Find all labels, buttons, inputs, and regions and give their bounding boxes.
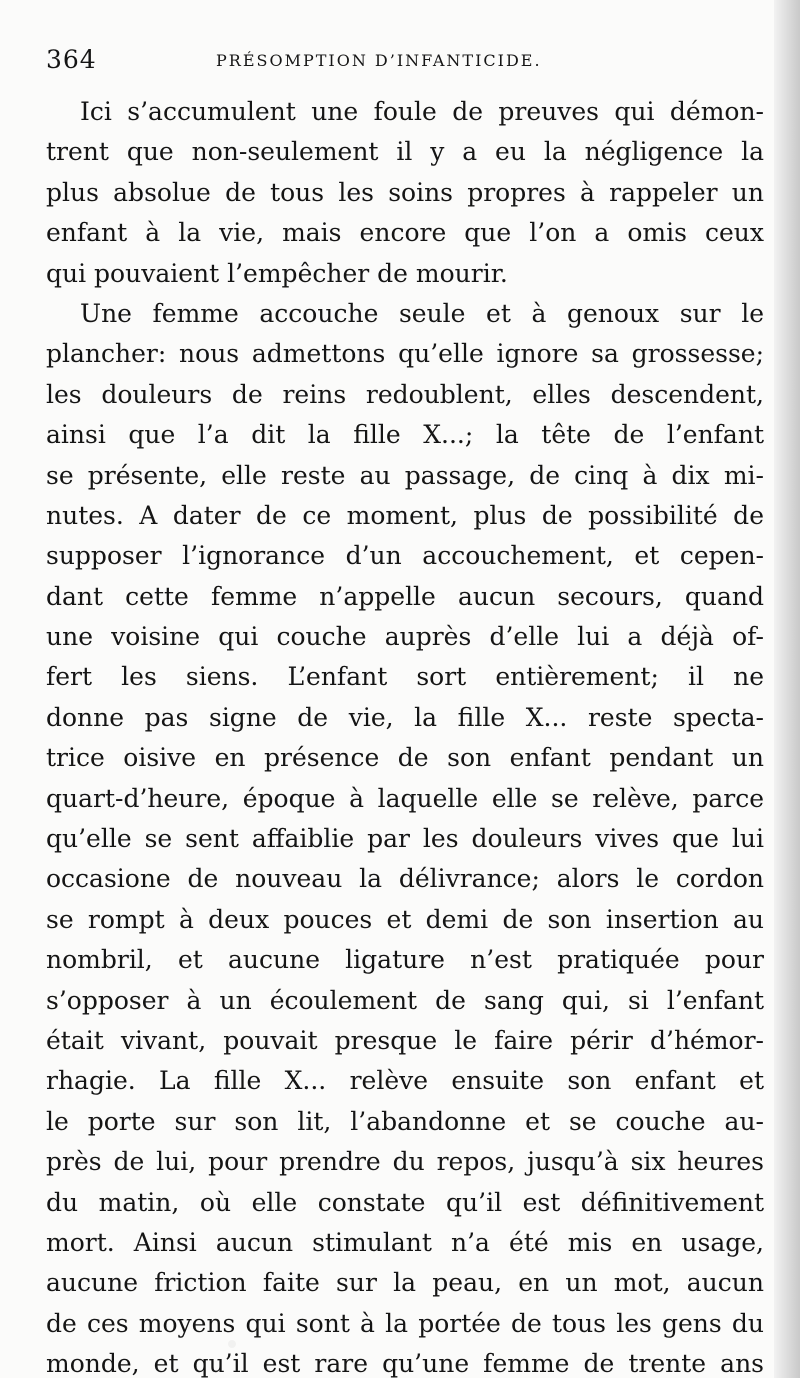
text-line: donne pas signe de vie, la fille X... reste specta- xyxy=(46,702,764,732)
text-line: quart-d’heure, époque à laquelle elle se relève, parce xyxy=(46,783,764,813)
text-line: ainsi que l’a dit la fille X...; la tête de l’enfant xyxy=(46,420,764,450)
text-line: occasione de nouveau la délivrance; alors le cordon xyxy=(46,864,764,894)
text-line: Ici s’accumulent une foule de preuves qui démon- xyxy=(80,97,764,126)
text-line: du matin, où elle constate qu’il est définitivement xyxy=(46,1187,764,1217)
text-line: de ces moyens qui sont à la portée de tous les gens du xyxy=(46,1308,764,1338)
page-header xyxy=(46,45,760,77)
ink-smudge xyxy=(228,1340,236,1348)
text-line: nutes. A dater de ce moment, plus de possibilité de xyxy=(46,500,764,530)
text-line: rhagie. La fille X... relève ensuite son enfant et xyxy=(46,1066,764,1096)
running-head: PRÉSOMPTION D’INFANTICIDE. xyxy=(216,51,542,70)
text-line: nombril, et aucune ligature n’est pratiquée pour xyxy=(46,945,764,975)
text-line: se présente, elle reste au passage, de cinq à dix mi- xyxy=(46,460,764,490)
text-line: plancher: nous admettons qu’elle ignore sa grossesse; xyxy=(46,339,764,369)
text-line: était vivant, pouvait presque le faire périr d’hémor- xyxy=(46,1025,764,1055)
text-line: le porte sur son lit, l’abandonne et se couche au- xyxy=(46,1106,764,1136)
text-line: plus absolue de tous les soins propres à rappeler un xyxy=(46,177,764,207)
text-line: près de lui, pour prendre du repos, jusqu’à six heures xyxy=(46,1147,764,1177)
text-line: Une femme accouche seule et à genoux sur le xyxy=(80,298,764,328)
text-line: une voisine qui couche auprès d’elle lui a déjà of- xyxy=(46,622,764,652)
text-line: enfant à la vie, mais encore que l’on a omis ceux xyxy=(46,218,764,248)
text-line: trent que non-seulement il y a eu la négligence la xyxy=(46,137,764,167)
text-line: monde, et qu’il est rare qu’une femme de trente ans xyxy=(46,1349,764,1379)
body-text xyxy=(46,92,764,1385)
text-line: mort. Ainsi aucun stimulant n’a été mis en usage, xyxy=(46,1227,764,1257)
text-line: qu’elle se sent affaiblie par les douleurs vives que lui xyxy=(46,824,764,854)
text-line: supposer l’ignorance d’un accouchement, et cepen- xyxy=(46,541,764,571)
text-line: fert les siens. L’enfant sort entièrement; il ne xyxy=(46,662,764,692)
text-line: se rompt à deux pouces et demi de son insertion au xyxy=(46,904,764,934)
page-number: 364 xyxy=(46,45,97,74)
text-line: aucune friction faite sur la peau, en un mot, aucun xyxy=(46,1268,764,1298)
text-line: dant cette femme n’appelle aucun secours, quand xyxy=(46,581,764,611)
page-edge-shadow xyxy=(774,0,800,1378)
text-line: qui pouvaient l’empêcher de mourir. xyxy=(46,258,508,288)
text-line: s’opposer à un écoulement de sang qui, si l’enfant xyxy=(46,985,764,1015)
text-line: les douleurs de reins redoublent, elles descendent, xyxy=(46,379,764,409)
text-line: trice oisive en présence de son enfant pendant un xyxy=(46,743,764,773)
